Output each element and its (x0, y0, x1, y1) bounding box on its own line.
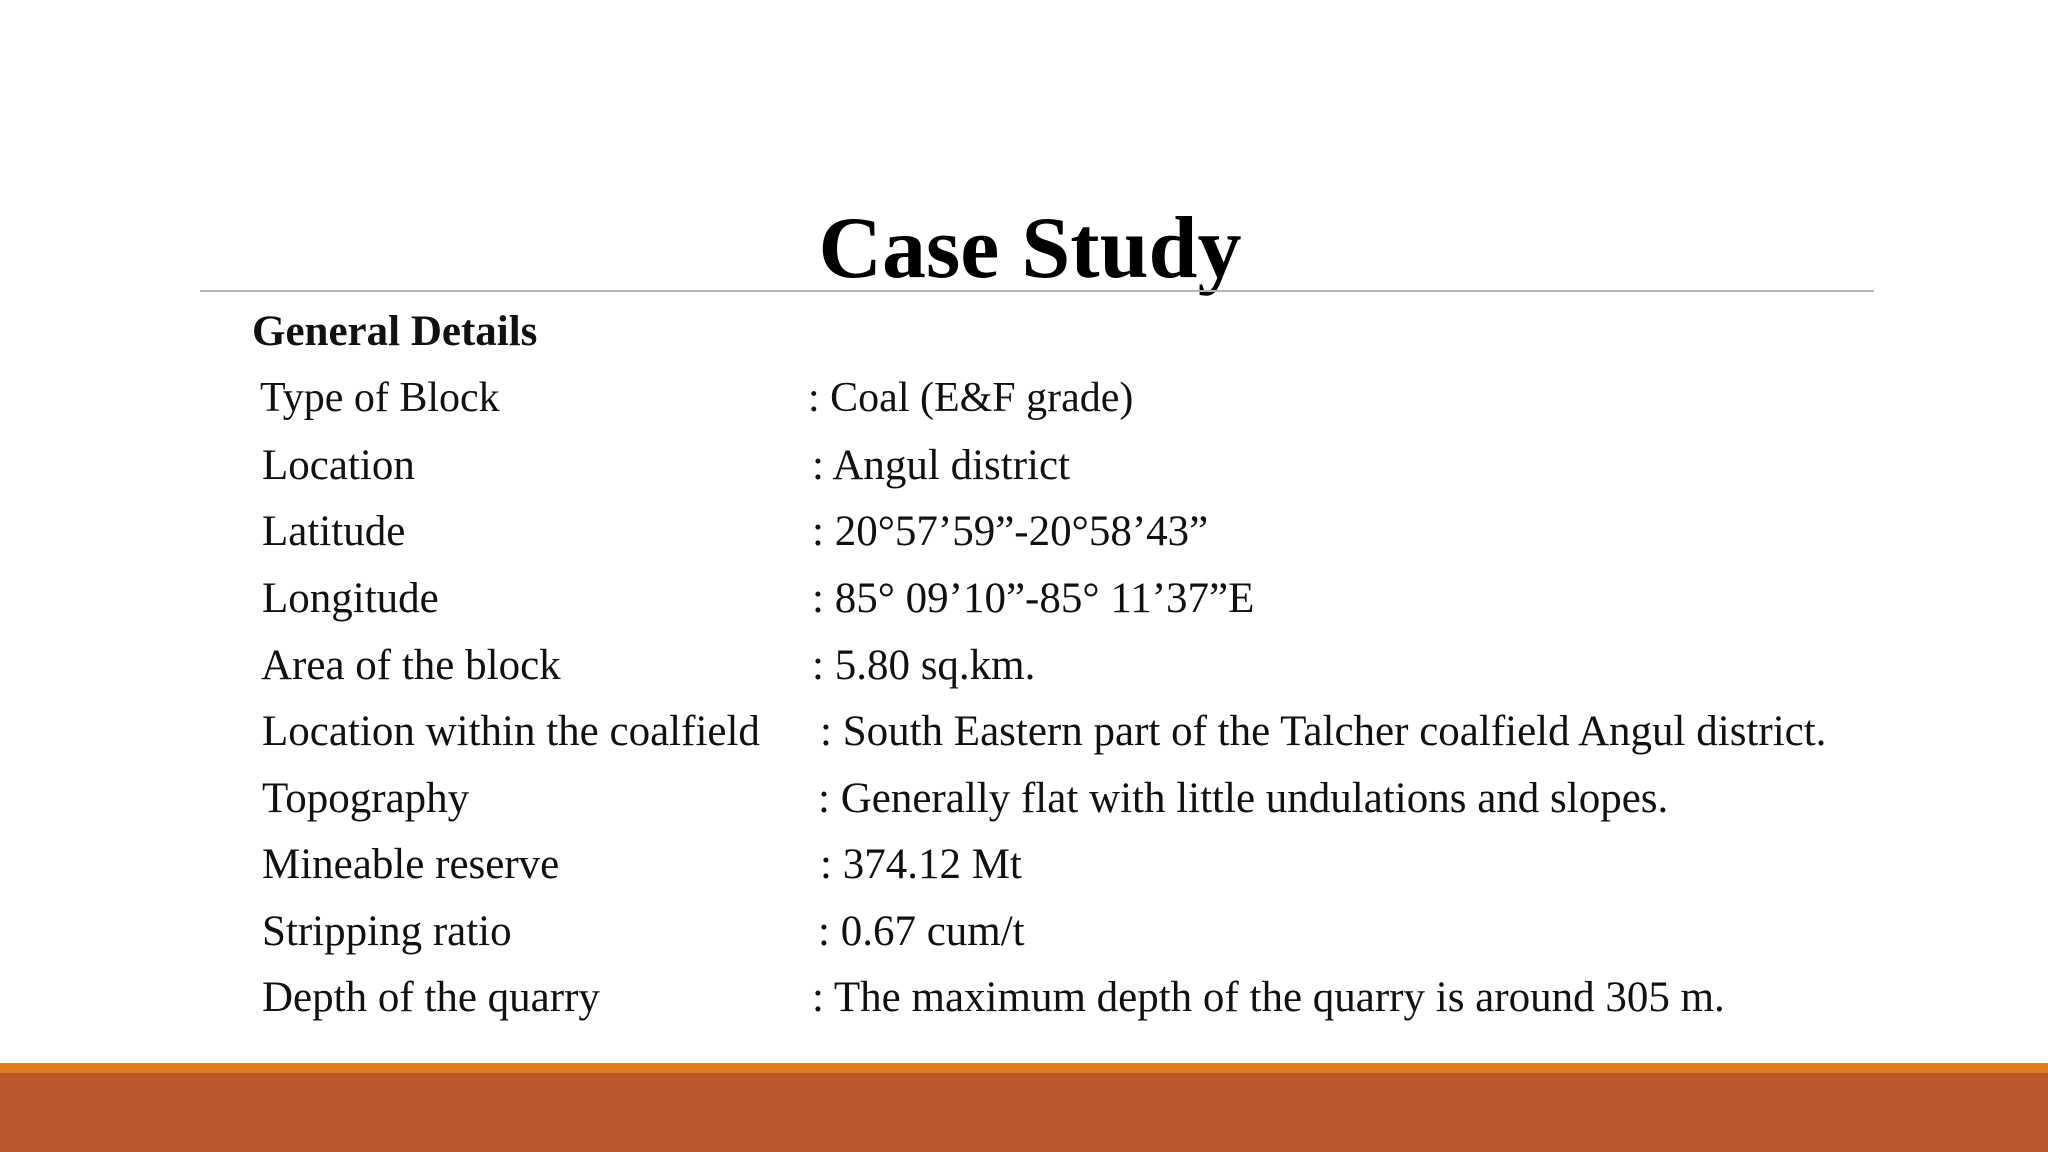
detail-row-depth-of-quarry (262, 970, 1962, 1026)
footer-accent-stripe (0, 1063, 2048, 1073)
section-heading: General Details (252, 308, 538, 355)
detail-row-location-within-coalfield (262, 704, 1962, 760)
detail-label: Location within the coalfield (262, 708, 760, 755)
detail-value: : Generally flat with little undulations and slopes. (818, 775, 1669, 822)
detail-label: Location (262, 442, 415, 489)
detail-row-location (262, 438, 1962, 494)
detail-label: Longitude (262, 575, 439, 622)
detail-value: : 85° 09’10”-85° 11’37”E (812, 575, 1255, 622)
detail-row-latitude (262, 504, 1962, 560)
detail-value: : The maximum depth of the quarry is around 305 m. (812, 974, 1725, 1021)
detail-label: Area of the block (261, 642, 561, 689)
detail-label: Topography (262, 775, 470, 822)
detail-value: : South Eastern part of the Talcher coalfield Angul district. (820, 708, 1827, 755)
detail-row-topography (262, 771, 1962, 827)
detail-row-stripping-ratio (262, 904, 1962, 960)
detail-row-mineable-reserve (262, 837, 1962, 893)
detail-label: Mineable reserve (262, 841, 560, 888)
detail-row-longitude (262, 571, 1962, 627)
detail-row-area-of-block (262, 638, 1962, 694)
detail-value: : Angul district (812, 442, 1070, 489)
slide-title: Case Study (818, 200, 1242, 297)
footer-accent-band (0, 1073, 2048, 1152)
detail-value: : Coal (E&F grade) (808, 375, 1134, 421)
detail-value: : 20°57’59”-20°58’43” (812, 508, 1209, 555)
detail-label: Stripping ratio (262, 908, 512, 955)
detail-label: Type of Block (260, 375, 500, 421)
detail-value: : 374.12 Mt (820, 841, 1022, 888)
detail-value: : 0.67 cum/t (818, 908, 1025, 955)
detail-label: Depth of the quarry (262, 974, 600, 1021)
title-divider (200, 290, 1874, 292)
detail-label: Latitude (262, 508, 406, 555)
detail-value: : 5.80 sq.km. (812, 642, 1036, 689)
detail-row-type-of-block (260, 370, 1960, 426)
